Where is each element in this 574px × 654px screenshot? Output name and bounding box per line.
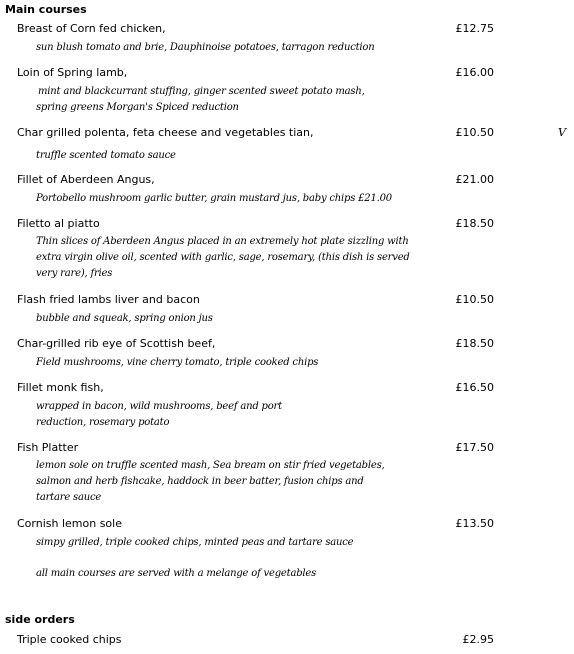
menu-item-description: Thin slices of Aberdeen Angus placed in an extremely hot plate sizzling with extra virgin olive oil, scented with garlic, sage, rosemary, (this dish is served very rare), fries: [36, 236, 410, 279]
menu-item-price: £18.50: [455, 217, 494, 230]
menu-item-description: wrapped in bacon, wild mushrooms, beef and port reduction, rosemary potato: [36, 401, 282, 428]
menu-item-price: £10.50: [455, 126, 494, 139]
menu-item-name: Breast of Corn fed chicken,: [17, 22, 166, 35]
menu-item-description: sun blush tomato and brie, Dauphinoise potatoes, tarragon reduction: [36, 42, 375, 53]
menu-item-name: Filetto al piatto: [17, 217, 100, 230]
menu-item-description: Portobello mushroom garlic butter, grain mustard jus, baby chips £21.00: [36, 193, 392, 204]
menu-item-description: simpy grilled, triple cooked chips, minted peas and tartare sauce: [36, 537, 354, 548]
menu-item-description: Field mushrooms, vine cherry tomato, triple cooked chips: [36, 357, 319, 368]
menu-item-description: mint and blackcurrant stuffing, ginger scented sweet potato mash, spring greens Morgan's Spiced reduction: [36, 86, 365, 113]
menu-item-price: £16.00: [455, 66, 494, 79]
menu-item-description: lemon sole on truffle scented mash, Sea bream on stir fried vegetables, salmon and herb fishcake, haddock in beer batter, fusion chips and tartare sauce: [36, 460, 385, 503]
menu-item-price: £17.50: [455, 441, 494, 454]
menu-item-name: Fillet of Aberdeen Angus,: [17, 173, 155, 186]
menu-item-name: Fish Platter: [17, 441, 79, 454]
menu-item-description: truffle scented tomato sauce: [36, 150, 176, 161]
menu-item-price: £2.95: [462, 633, 494, 646]
menu-item-price: £10.50: [455, 293, 494, 306]
menu-item-price: £16.50: [455, 381, 494, 394]
menu-item-price: £12.75: [455, 22, 494, 35]
menu-item-description: bubble and squeak, spring onion jus: [36, 313, 213, 324]
menu-item-name: Triple cooked chips: [17, 633, 122, 646]
menu-item-name: Cornish lemon sole: [17, 517, 122, 530]
section-title-main-courses: Main courses: [5, 3, 87, 16]
main-courses-note: all main courses are served with a melange of vegetables: [36, 568, 317, 579]
menu-item-name: Flash fried lambs liver and bacon: [17, 293, 200, 306]
vegetarian-flag: V: [558, 126, 566, 139]
menu-item-name: Char grilled polenta, feta cheese and vegetables tian,: [17, 126, 314, 139]
menu-item-price: £18.50: [455, 337, 494, 350]
menu-item-name: Char-grilled rib eye of Scottish beef,: [17, 337, 216, 350]
menu-item-name: Fillet monk fish,: [17, 381, 104, 394]
section-title-side-orders: side orders: [5, 613, 75, 626]
menu-item-name: Loin of Spring lamb,: [17, 66, 128, 79]
menu-item-price: £13.50: [455, 517, 494, 530]
menu-item-price: £21.00: [455, 173, 494, 186]
